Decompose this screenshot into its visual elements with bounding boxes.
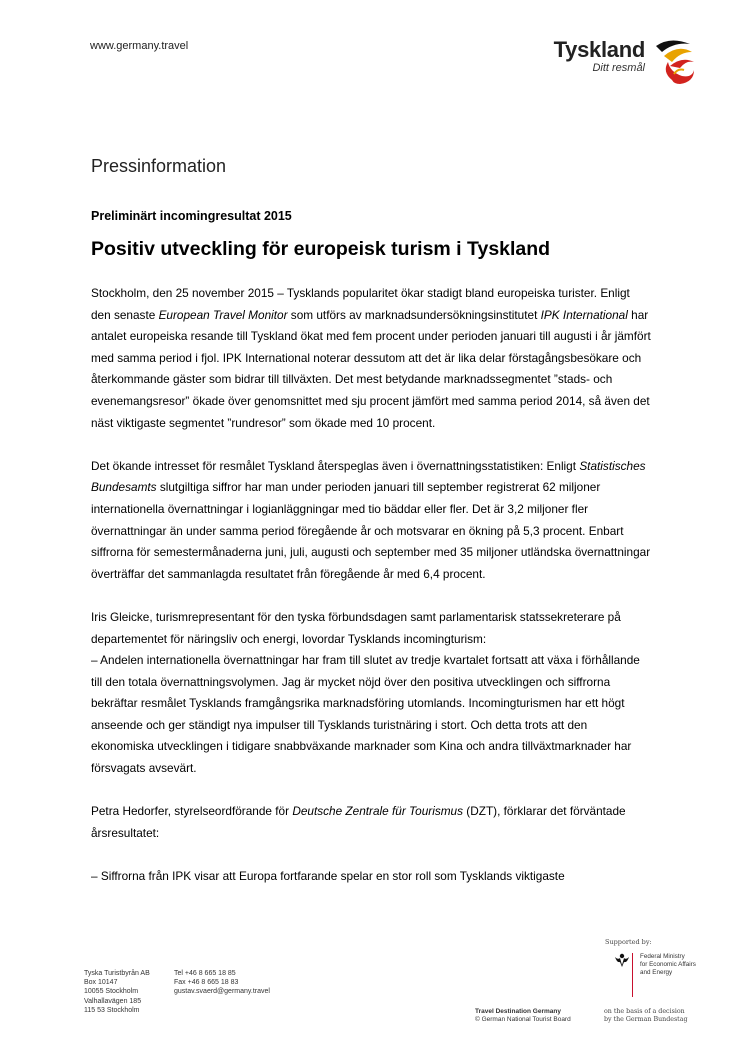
federal-eagle-icon [614, 952, 630, 973]
address-line: 10055 Stockholm [84, 988, 139, 996]
kicker: Preliminärt incomingresultat 2015 [91, 209, 292, 223]
ministry-line: and Energy [640, 969, 673, 976]
basis-line: by the German Bundestag [604, 1016, 688, 1023]
tdg-title: Travel Destination Germany [475, 1008, 561, 1015]
paragraph: Stockholm, den 25 november 2015 – Tysklands popularitet ökar stadigt bland europeiska turister. Enligt den senaste European Travel Monitor som utförs av marknadsundersökningsinstitutet IPK International har antalet europeiska resande till Tyskland ökat med fem procent under perioden januari till augusti i år jämfört med samma period i fjol. IPK International noterar dessutom att det är lika delar förstagångsbesökare och återkommande gäster som bidrar till tillväxten. Det mest betydande marknadssegmentet ”stads- och evenemangsresor” ökade över genomsnittet med sju procent jämfört med samma period 2014, så även det näst viktigaste segmentet ”rundresor” som ökade med 10 procent. [91, 286, 651, 430]
travel-destination-germany [475, 1008, 571, 1024]
tdg-subtitle: © German National Tourist Board [475, 1016, 571, 1023]
ministry-name [640, 953, 696, 977]
tyskland-logo-icon [652, 36, 696, 91]
phone: Tel +46 8 665 18 85 [174, 970, 236, 977]
doc-type-heading: Pressinformation [91, 156, 227, 176]
address-line: Box 10147 [84, 979, 118, 987]
basis-line: on the basis of a decision [604, 1008, 685, 1015]
paragraph: Iris Gleicke, turismrepresentant för den tyska förbundsdagen samt parlamentarisk statssekreterare på departementet för näringsliv och energi, lovordar Tysklands incomingturism: – Andelen internationella övernattningar har fram till slutet av tredje kvartalet fortsatt att växa i förhållande till den totala övernattningsvolymen. Jag är mycket nöjd över den positiva utvecklingen och siffrorna bekräftar resmålet Tysklands framgångsrika marknadsföring utomlands. Incomingturismen har ett högt anseende och ger ständigt nya impulser till Tysklands turistnäring i stort. Och detta trots att den ekonomiska utvecklingen i tidigare snabbväxande marknader som Kina och andra tillväxtmarknader har försvagats avsevärt. [91, 609, 640, 776]
tyskland-logo-text [540, 38, 645, 75]
article-body [91, 283, 652, 909]
website-url[interactable]: www.germany.travel [90, 40, 189, 52]
ministry-line: for Economic Affairs [640, 961, 696, 968]
logo-subtitle: Ditt resmål [592, 62, 645, 74]
logo-title: Tyskland [553, 37, 645, 62]
footer-address [84, 969, 150, 1015]
supported-by-label: Supported by: [605, 938, 652, 946]
footer-contact [174, 969, 270, 997]
address-line: 115 53 Stockholm [84, 1006, 140, 1014]
paragraph: Det ökande intresset för resmålet Tyskland återspeglas även i övernattningsstatistiken: Enligt Statistisches Bundesamts slutgiltiga siffror har man under perioden januari till september registrerat 62 miljoner internationella övernattningar i logianläggningar med tio bäddar eller fler. Det är 3,2 miljoner fler övernattningar än under samma period föregående år och motsvarar en ökning på 5,3 procent. Enbart siffrorna för semestermånaderna juni, juli, augusti och september med 35 miljoner utländska övernattningar överträffar det sammanlagda resultatet från föregående år med 6,4 procent. [91, 458, 651, 581]
bundestag-basis [604, 1008, 688, 1024]
ministry-divider [632, 953, 633, 997]
fax: Fax +46 8 665 18 83 [174, 979, 239, 987]
paragraph: – Siffrorna från IPK visar att Europa fortfarande spelar en stor roll som Tysklands viktigaste [91, 869, 565, 884]
email-link[interactable]: gustav.svaerd@germany.travel [174, 988, 270, 996]
paragraph: Petra Hedorfer, styrelseordförande för Deutsche Zentrale für Tourismus (DZT), förklarar det förväntade årsresultatet: [91, 804, 626, 840]
address-line: Valhallavägen 185 [84, 997, 142, 1005]
address-line: Tyska Turistbyrån AB [84, 970, 150, 977]
headline: Positiv utveckling för europeisk turism i Tyskland [91, 238, 551, 260]
ministry-line: Federal Ministry [640, 953, 685, 960]
